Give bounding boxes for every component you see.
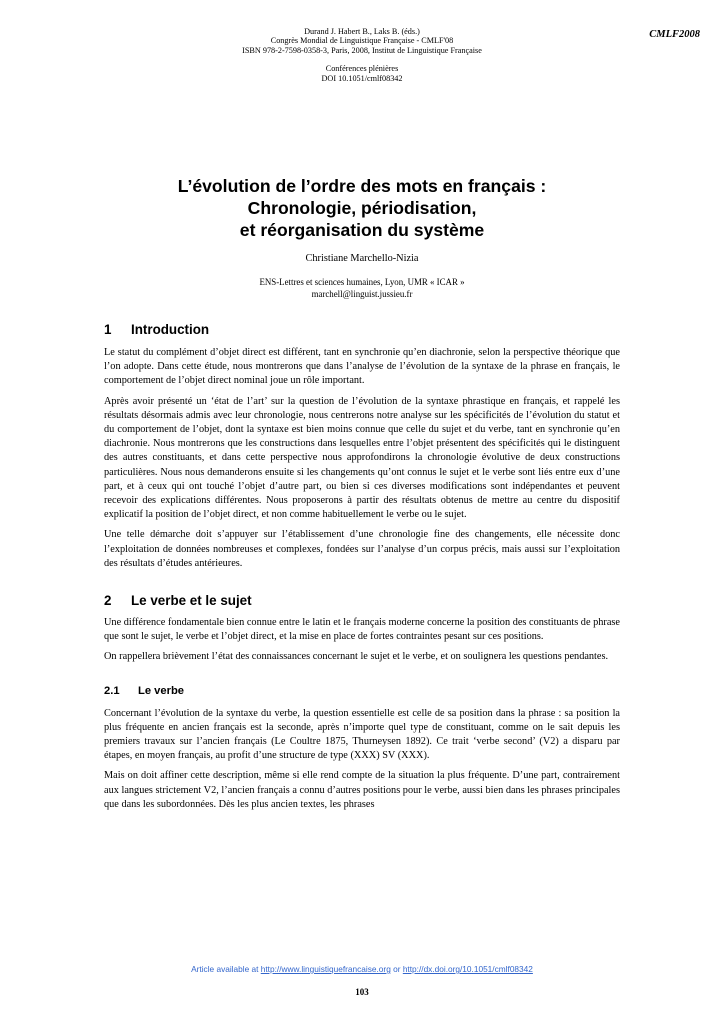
section-heading-introduction [104,320,620,340]
title-line-2: Chronologie, périodisation, [247,198,477,218]
paper-title [0,175,724,241]
author-affiliation [0,276,724,300]
paragraph: Après avoir présenté un ‘état de l’art’ sur la question de l’évolution de la syntaxe phrastique en français, et rappelé les résultats désormais admis avec leur chronologie, nous centrerons notre analyse sur les spécificités de l’évolution du statut et du comportement de l’objet, dont la syntaxe est bien moins connue que celle du sujet et du verbe, tant en synchronie qu’en diachronie. Nous montrerons que les constructions dans lesquelles entre l’objet présentent des spécificités qui le distinguent des autres constituants, et dans cette perspective nous approfondirons la chronologie évolutive de deux constructions particulières. Nous nous demanderons ensuite si les changements qu’ont connus le sujet et le verbe sont liés entre eux d’une part, et à ceux qui ont touché l’objet d’autre part, ou bien si ces diverses modifications sont indépendantes et peuvent recevoir des explications différentes. Nous proposerons à partir des résultats obtenus de mettre au centre du dispositif explicatif la position de l’objet direct, et non comme habituellement le verbe ou le sujet. [104,395,620,521]
affiliation-institution: ENS-Lettres et sciences humaines, Lyon, UMR « ICAR » [259,277,465,287]
footer-link-site[interactable]: http://www.linguistiquefrancaise.org [260,964,391,974]
header-session: Conférences plénières [325,64,399,74]
header-editors: Durand J. Habert B., Laks B. (éds.) [304,27,420,36]
paragraph: Une différence fondamentale bien connue entre le latin et le français moderne concerne la position des constituants de phrase que sont le sujet, le verbe et l’objet direct, et la mise en place de fortes contraintes pesant sur ces positions. [104,617,620,643]
section-title: Introduction [131,322,210,337]
section-number: 2 [104,593,112,609]
author-email: marchell@linguist.jussieu.fr [311,289,413,299]
publication-header [0,27,724,83]
paragraph: Mais on doit affiner cette description, même si elle rend compte de la situation la plus fréquente. D’une part, contrairement aux langues strictement V2, l’ancien français a connu d’autres positions pour le verbe, aussi bien dans les phrases principales que dans les subordonnées. Dès les plus ancien textes, les phrases [104,770,620,810]
article-availability-footer [0,964,724,974]
footer-middle: or [390,964,403,974]
author-name: Christiane Marchello-Nizia [305,253,419,264]
page-number: 103 [355,987,369,997]
header-doi: DOI 10.1051/cmlf08342 [321,73,403,83]
paragraph: Une telle démarche doit s’appuyer sur l’établissement d’une chronologie fine des changements, elle nécessite donc l’exploitation de données nombreuses et complexes, fondées sur l’analyse d’un corpus précis, mais aussi sur l’exploitation des résultats d’études antérieures. [104,529,620,569]
header-isbn: ISBN 978-2-7598-0358-3, Paris, 2008, Institut de Linguistique Française [242,45,482,55]
subsection-heading-verbe [104,682,620,700]
title-line-1: L’évolution de l’ordre des mots en français : [177,176,547,196]
footer-link-doi[interactable]: http://dx.doi.org/10.1051/cmlf08342 [402,964,533,974]
title-line-3: et réorganisation du système [239,220,485,240]
footer-prefix: Article available at [191,964,261,974]
header-congress: Congrès Mondial de Linguistique Française - CMLF'08 [270,36,454,46]
paragraph: Concernant l’évolution de la syntaxe du verbe, la question essentielle est celle de sa position dans la phrase : sa position la plus fréquente en ancien français est la seconde, après n’importe quel type de constituant, comme on le sait depuis les premiers travaux sur l’ancien français (Le Coultre 1875, Thurneysen 1892). Ce trait ‘verbe second’ (V2) a disparu par étapes, en moyen français, au profit d’une structure de type (XXX) SV (XXX). [104,707,620,762]
section-number: 1 [104,322,112,337]
paper-body [104,320,620,812]
conference-tag: CMLF2008 [649,29,700,40]
section-heading-verbe-sujet [104,591,620,611]
subsection-title: Le verbe [138,684,185,697]
paragraph: Le statut du complément d’objet direct est différent, tant en synchronie qu’en diachronie, selon la perspective théorique que l’on adopte. Dans cette étude, nous montrerons que dans l’analyse de l’évolution de la syntaxe de la phrase en français, le comportement de l’objet direct nominal joue un rôle important. [104,347,620,387]
section-title: Le verbe et le sujet [131,593,252,609]
paragraph: On rappellera brièvement l’état des connaissances concernant le sujet et le verbe, et on soulignera les questions pendantes. [104,651,609,663]
subsection-number: 2.1 [104,684,120,697]
